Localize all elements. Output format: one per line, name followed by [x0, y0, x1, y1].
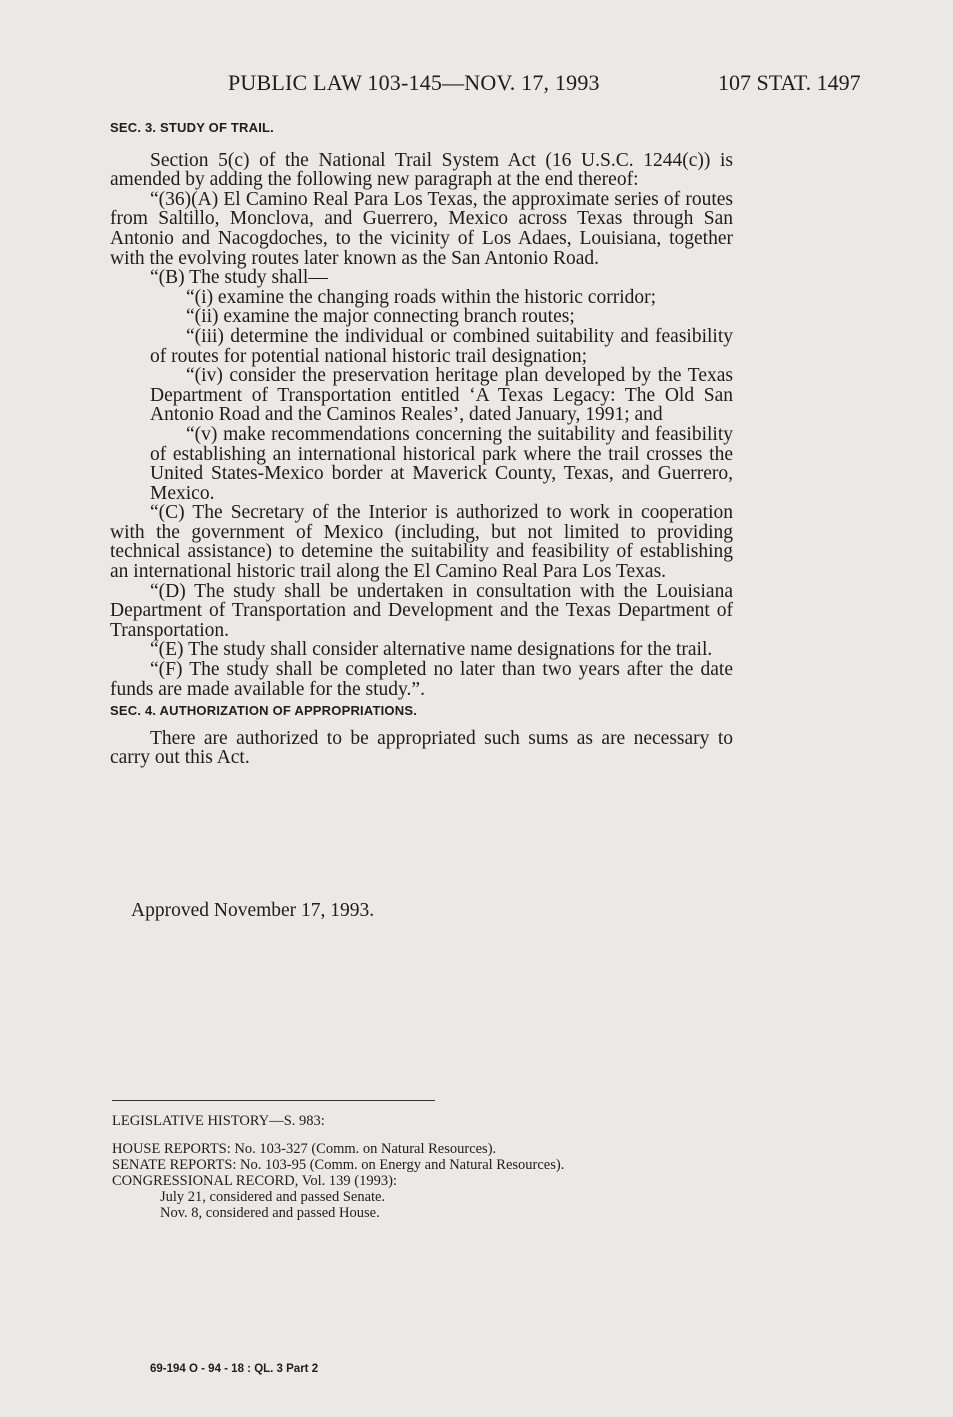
list-item: “(i) examine the changing roads within the historic corridor; [186, 286, 657, 308]
senate-reports: SENATE REPORTS: No. 103-95 (Comm. on Energy and Natural Resources). [112, 1157, 565, 1173]
congressional-record: CONGRESSIONAL RECORD, Vol. 139 (1993): [112, 1173, 397, 1189]
list-item: “(ii) examine the major connecting branch routes; [186, 306, 575, 328]
house-reports: HOUSE REPORTS: No. 103-327 (Comm. on Natural Resources). [112, 1141, 497, 1157]
divider [112, 1100, 435, 1101]
section-4-heading: SEC. 4. AUTHORIZATION OF APPROPRIATIONS. [110, 703, 418, 719]
paragraph-f: “(F) The study shall be completed no later than two years after the date funds are made available for the study.”. [110, 659, 733, 700]
legislative-history-title: LEGISLATIVE HISTORY—S. 983: [112, 1113, 325, 1129]
legislative-history [112, 1113, 564, 1221]
section-3-heading: SEC. 3. STUDY OF TRAIL. [110, 120, 274, 135]
paragraph-e: “(E) The study shall consider alternative name designations for the trail. [150, 639, 713, 661]
section-4-text: There are authorized to be appropriated such sums as are necessary to carry out this Act. [110, 727, 733, 769]
list-item: “(iv) consider the preservation heritage plan developed by the Texas Department of Transportation entitled ‘A Texas Legacy: The Old San Antonio Road and the Caminos Reales’, dated January, 1991; and [150, 365, 733, 426]
list-item: “(v) make recommendations concerning the suitability and feasibility of establishing an international historical park where the trail crosses the United States-Mexico border at Maverick County, Texas, and Guerrero, Mexico. [150, 423, 733, 504]
section-3-intro: Section 5(c) of the National Trail System Act (16 U.S.C. 1244(c)) is amended by adding the following new paragraph at the end thereof: [110, 149, 733, 191]
paragraph-d: “(D) The study shall be undertaken in consultation with the Louisiana Department of Transportation and Development and the Texas Department of Transportation. [110, 580, 733, 641]
paragraph-a: “(36)(A) El Camino Real Para Los Texas, the approximate series of routes from Saltillo, Monclova, and Guerrero, Mexico across Texas through San Antonio and Nacogdoches, to the vicinity of Los Adaes, Louisiana, together with the evolving routes later known as the San Antonio Road. [110, 188, 733, 269]
list-item: “(iii) determine the individual or combined suitability and feasibility of routes for potential national historic trail designation; [150, 325, 733, 367]
history-entry: Nov. 8, considered and passed House. [160, 1205, 380, 1221]
law-body [110, 118, 733, 768]
history-entry: July 21, considered and passed Senate. [160, 1189, 386, 1205]
running-header-title: PUBLIC LAW 103-145—NOV. 17, 1993 [228, 70, 600, 95]
approval-date: Approved November 17, 1993. [131, 900, 375, 921]
paragraph-c: “(C) The Secretary of the Interior is authorized to work in cooperation with the government of Mexico (including, but not limited to providing technical assistance) to detemine the suitability and feasibility of establishing an international historic trail along the El Camino Real Para Los Texas. [110, 502, 733, 583]
running-header-page-number: 107 STAT. 1497 [718, 70, 861, 95]
print-code-footer: 69-194 O - 94 - 18 : QL. 3 Part 2 [150, 1363, 319, 1375]
paragraph-b: “(B) The study shall— [150, 267, 328, 289]
